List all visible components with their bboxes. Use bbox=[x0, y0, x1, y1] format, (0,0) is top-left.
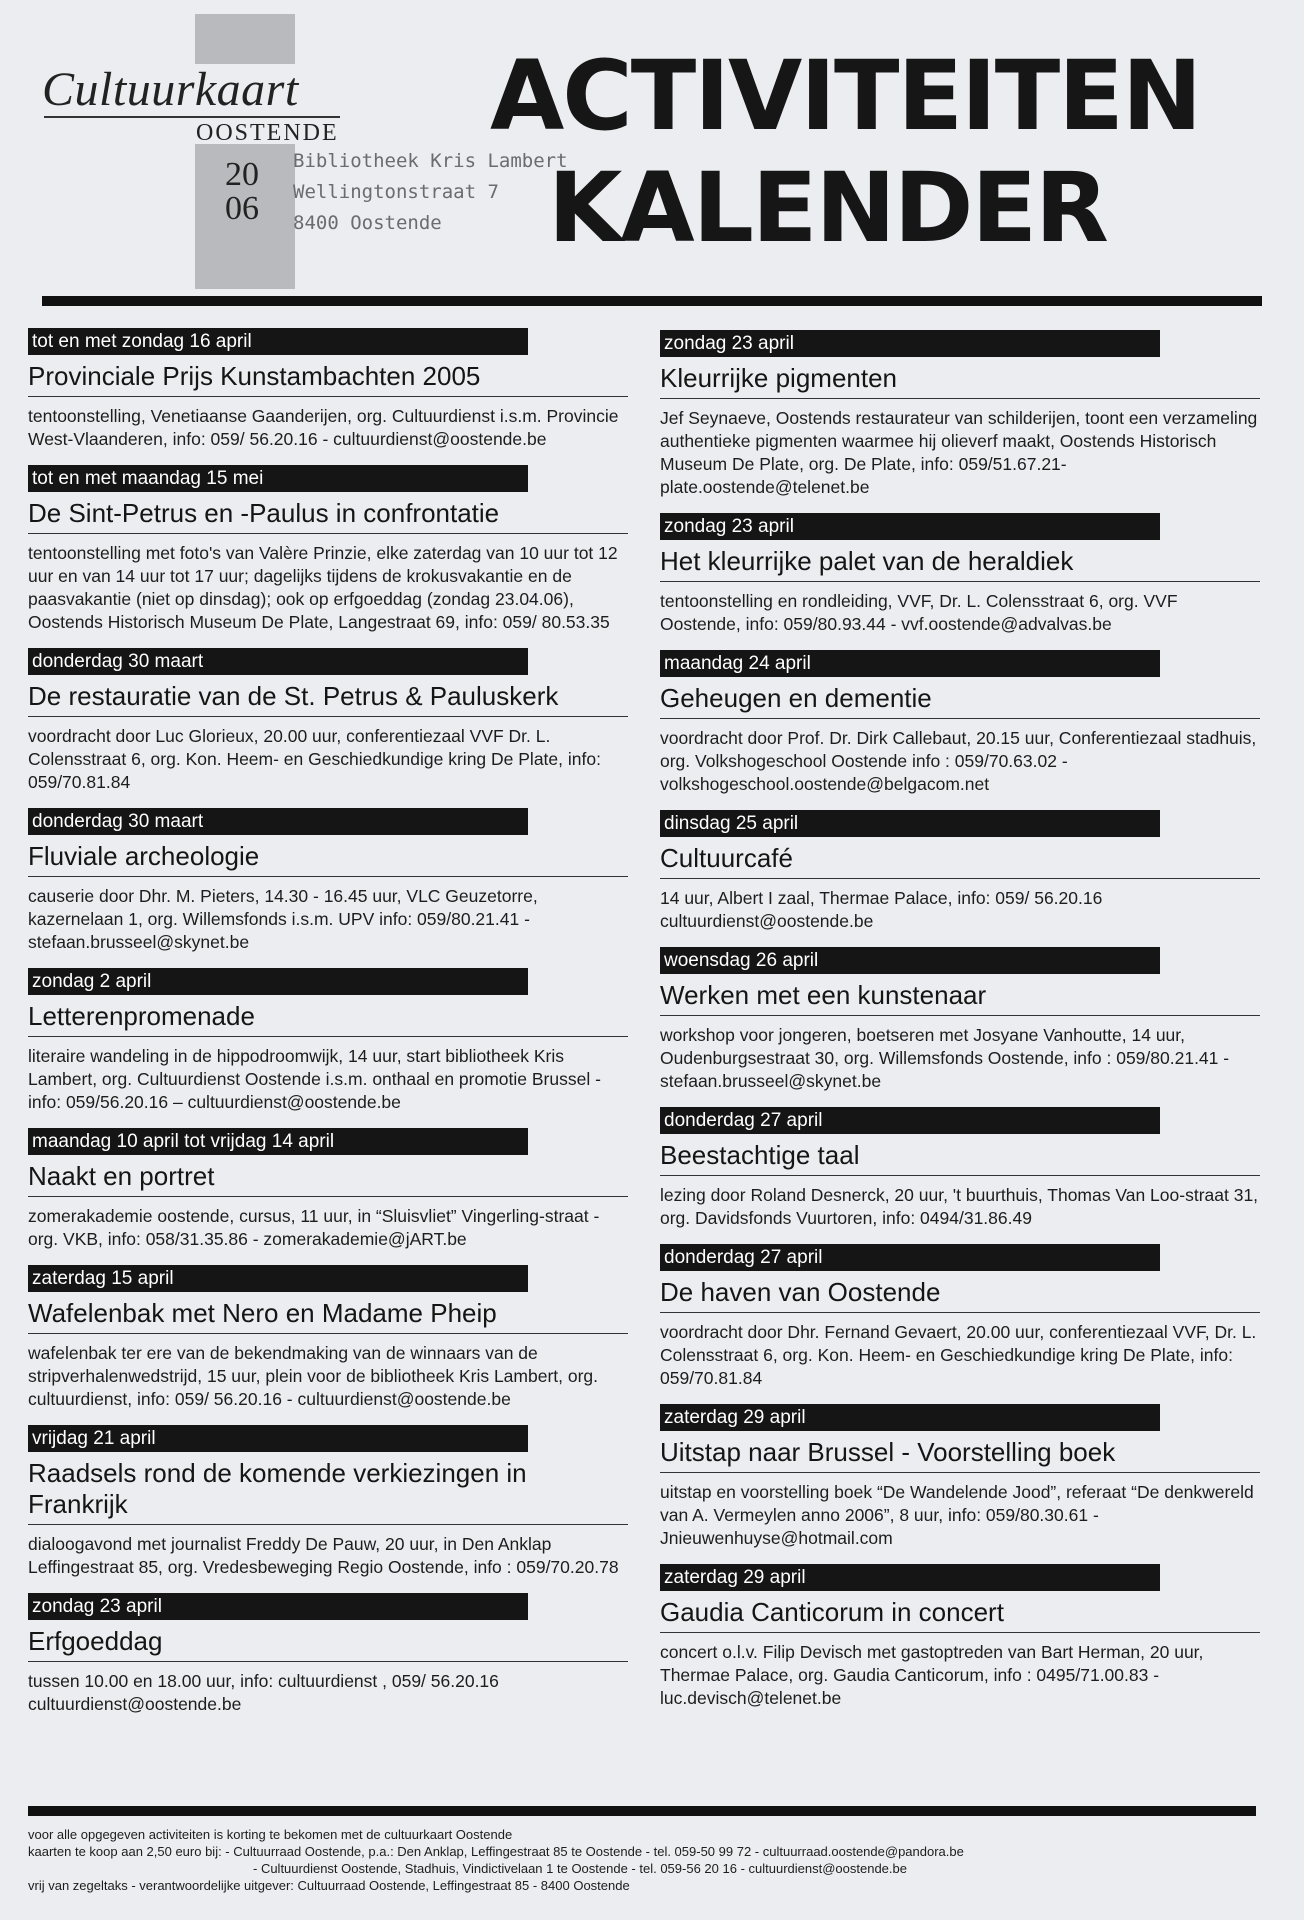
event-date: zondag 23 april bbox=[28, 1593, 528, 1620]
event-item bbox=[28, 1593, 628, 1716]
bottom-divider bbox=[28, 1806, 1256, 1816]
event-item bbox=[660, 650, 1260, 796]
event-title: Letterenpromenade bbox=[28, 1001, 628, 1037]
event-description: zomerakademie oostende, cursus, 11 uur, in “Sluisvliet” Vingerling-straat - org. VKB, info: 058/31.35.86 - zomerakademie@jART.be bbox=[28, 1206, 600, 1249]
event-description: tussen 10.00 en 18.00 uur, info: cultuurdienst , 059/ 56.20.16 cultuurdienst@oostende.be bbox=[28, 1671, 499, 1714]
event-item bbox=[28, 968, 628, 1114]
event-title: De Sint-Petrus en -Paulus in confrontatie bbox=[28, 498, 628, 534]
event-title: De restauratie van de St. Petrus & Pauluskerk bbox=[28, 681, 628, 717]
event-item bbox=[660, 810, 1260, 933]
event-date: donderdag 30 maart bbox=[28, 808, 528, 835]
event-item bbox=[28, 328, 628, 451]
event-date: donderdag 30 maart bbox=[28, 648, 528, 675]
event-title: Fluviale archeologie bbox=[28, 841, 628, 877]
event-description: workshop voor jongeren, boetseren met Josyane Vanhoutte, 14 uur, Oudenburgsestraat 30, org. Willemsfonds Oostende, info : 059/80.21.41 - stefaan.brusseel@skynet.be bbox=[660, 1025, 1230, 1091]
event-description: tentoonstelling, Venetiaanse Gaanderijen, org. Cultuurdienst i.s.m. Provincie West-Vlaanderen, info: 059/ 56.20.16 - cultuurdienst@oostende.be bbox=[28, 406, 619, 449]
event-date: maandag 24 april bbox=[660, 650, 1160, 677]
title-line-1: ACTIVITEITEN bbox=[490, 40, 1201, 152]
event-title: Geheugen en dementie bbox=[660, 683, 1260, 719]
event-description: lezing door Roland Desnerck, 20 uur, 't buurthuis, Thomas Van Loo-straat 31, org. Davidsfonds Vuurtoren, info: 0494/31.86.49 bbox=[660, 1185, 1259, 1228]
event-item bbox=[660, 947, 1260, 1093]
logo-rule bbox=[44, 116, 340, 118]
stamp-line: 8400 Oostende bbox=[293, 212, 442, 234]
event-date: dinsdag 25 april bbox=[660, 810, 1160, 837]
footer-sales-point-2: - Cultuurdienst Oostende, Stadhuis, Vindictivelaan 1 te Oostende - tel. 059-56 20 16 - cultuurdienst@oostende.be bbox=[253, 1861, 907, 1876]
event-description: uitstap en voorstelling boek “De Wandelende Jood”, referaat “De denkwereld van A. Vermeylen anno 2006”, 8 uur, info: 059/80.30.61 - Jnieuwenhuyse@hotmail.com bbox=[660, 1482, 1254, 1548]
logo-name: Cultuurkaart bbox=[42, 63, 299, 116]
event-item bbox=[660, 1107, 1260, 1230]
footer-publisher: vrij van zegeltaks - verantwoordelijke uitgever: Cultuurraad Oostende, Leffingestraat 85 - 8400 Oostende bbox=[28, 1878, 630, 1893]
logo-gray-block bbox=[195, 14, 295, 289]
event-description: concert o.l.v. Filip Devisch met gastoptreden van Bart Herman, 20 uur, Thermae Palace, org. Gaudia Canticorum, info : 0495/71.00.83 - luc.devisch@telenet.be bbox=[660, 1642, 1204, 1708]
title-line-2: KALENDER bbox=[548, 152, 1107, 264]
event-title: Beestachtige taal bbox=[660, 1140, 1260, 1176]
event-title: Raadsels rond de komende verkiezingen in Frankrijk bbox=[28, 1458, 628, 1525]
event-item bbox=[660, 330, 1260, 499]
event-date: tot en met zondag 16 april bbox=[28, 328, 528, 355]
event-title: Cultuurcafé bbox=[660, 843, 1260, 879]
event-description: dialoogavond met journalist Freddy De Pauw, 20 uur, in Den Anklap Leffingestraat 85, org. Vredesbeweging Regio Oostende, info : 059/70.20.78 bbox=[28, 1534, 619, 1577]
event-description: literaire wandeling in de hippodroomwijk, 14 uur, start bibliotheek Kris Lambert, org. Cultuurdienst Oostende i.s.m. onthaal en promotie Brussel - info: 059/56.20.16 – cultuurdienst@oostende.be bbox=[28, 1046, 601, 1112]
logo-year: 2006 bbox=[225, 156, 259, 227]
stamp-line: Bibliotheek Kris Lambert bbox=[293, 150, 568, 172]
poster-title bbox=[490, 40, 1290, 264]
stamp-line: Wellingtonstraat 7 bbox=[293, 181, 499, 203]
left-event-column bbox=[28, 328, 628, 1730]
event-title: Provinciale Prijs Kunstambachten 2005 bbox=[28, 361, 628, 397]
event-title: Erfgoeddag bbox=[28, 1626, 628, 1662]
event-item bbox=[660, 1404, 1260, 1550]
event-title: Het kleurrijke palet van de heraldiek bbox=[660, 546, 1260, 582]
event-title: Wafelenbak met Nero en Madame Pheip bbox=[28, 1298, 628, 1334]
event-item bbox=[660, 513, 1260, 636]
event-item bbox=[660, 1564, 1260, 1710]
event-item bbox=[28, 808, 628, 954]
event-item bbox=[28, 465, 628, 634]
event-date: zaterdag 29 april bbox=[660, 1404, 1160, 1431]
event-description: voordracht door Dhr. Fernand Gevaert, 20.00 uur, conferentiezaal VVF, Dr. L. Colensstraat 6, org. Kon. Heem- en Geschiedkundige kring De Plate, info: 059/70.81.84 bbox=[660, 1322, 1257, 1388]
right-event-column bbox=[660, 330, 1260, 1724]
event-date: zondag 23 april bbox=[660, 330, 1160, 357]
event-date: zondag 2 april bbox=[28, 968, 528, 995]
event-date: donderdag 27 april bbox=[660, 1244, 1160, 1271]
event-description: Jef Seynaeve, Oostends restaurateur van schilderijen, toont een verzameling authentieke pigmenten waarmee hij olieverf maakt, Oostends Historisch Museum De Plate, org. De Plate, info: 059/51.67.21- plate.oostende@telenet.be bbox=[660, 408, 1258, 497]
event-description: tentoonstelling en rondleiding, VVF, Dr. L. Colensstraat 6, org. VVF Oostende, info: 059/80.93.44 - vvf.oostende@advalvas.be bbox=[660, 591, 1178, 634]
event-description: wafelenbak ter ere van de bekendmaking van de winnaars van de stripverhalenwedstrijd, 15 uur, plein voor de bibliotheek Kris Lambert, org. cultuurdienst, info: 059/ 56.20.16 - cultuurdienst@oostende.be bbox=[28, 1343, 599, 1409]
footer-discount-note: voor alle opgegeven activiteiten is korting te bekomen met de cultuurkaart Oostende bbox=[28, 1827, 513, 1842]
event-title: Kleurrijke pigmenten bbox=[660, 363, 1260, 399]
event-title: Werken met een kunstenaar bbox=[660, 980, 1260, 1016]
logo-city: OOSTENDE bbox=[196, 120, 339, 146]
event-date: tot en met maandag 15 mei bbox=[28, 465, 528, 492]
event-description: voordracht door Luc Glorieux, 20.00 uur, conferentiezaal VVF Dr. L. Colensstraat 6, org. Kon. Heem- en Geschiedkundige kring De Plate, info: 059/70.81.84 bbox=[28, 726, 601, 792]
event-date: woensdag 26 april bbox=[660, 947, 1160, 974]
event-date: zondag 23 april bbox=[660, 513, 1160, 540]
event-title: De haven van Oostende bbox=[660, 1277, 1260, 1313]
footer bbox=[28, 1826, 1268, 1894]
event-date: vrijdag 21 april bbox=[28, 1425, 528, 1452]
event-item bbox=[28, 1425, 628, 1579]
event-item bbox=[28, 648, 628, 794]
event-date: donderdag 27 april bbox=[660, 1107, 1160, 1134]
event-description: tentoonstelling met foto's van Valère Prinzie, elke zaterdag van 10 uur tot 12 uur en van 14 uur tot 17 uur; dagelijks tijdens de krokusvakantie en de paasvakantie (niet op dinsdag); ook op erfgoeddag (zondag 23.04.06), Oostends Historisch Museum De Plate, Langestraat 69, info: 059/ 80.53.35 bbox=[28, 543, 618, 632]
top-divider bbox=[42, 296, 1262, 306]
event-title: Gaudia Canticorum in concert bbox=[660, 1597, 1260, 1633]
event-date: zaterdag 29 april bbox=[660, 1564, 1160, 1591]
event-description: 14 uur, Albert I zaal, Thermae Palace, info: 059/ 56.20.16 cultuurdienst@oostende.be bbox=[660, 888, 1103, 931]
event-title: Naakt en portret bbox=[28, 1161, 628, 1197]
event-date: maandag 10 april tot vrijdag 14 april bbox=[28, 1128, 528, 1155]
event-description: causerie door Dhr. M. Pieters, 14.30 - 16.45 uur, VLC Geuzetorre, kazernelaan 1, org. Willemsfonds i.s.m. UPV info: 059/80.21.41 - stefaan.brusseel@skynet.be bbox=[28, 886, 538, 952]
event-title: Uitstap naar Brussel - Voorstelling boek bbox=[660, 1437, 1260, 1473]
event-description: voordracht door Prof. Dr. Dirk Callebaut, 20.15 uur, Conferentiezaal stadhuis, org. Volkshogeschool Oostende info : 059/70.63.02 - volkshogeschool.oostende@belgacom.net bbox=[660, 728, 1257, 794]
event-date: zaterdag 15 april bbox=[28, 1265, 528, 1292]
event-item bbox=[660, 1244, 1260, 1390]
event-item bbox=[28, 1265, 628, 1411]
footer-sales-point-1: kaarten te koop aan 2,50 euro bij: - Cultuurraad Oostende, p.a.: Den Anklap, Leffingestraat 85 te Oostende - tel. 059-50 99 72 - cultuurraad.oostende@pandora.be bbox=[28, 1844, 964, 1859]
event-item bbox=[28, 1128, 628, 1251]
poster-header bbox=[0, 0, 1304, 300]
